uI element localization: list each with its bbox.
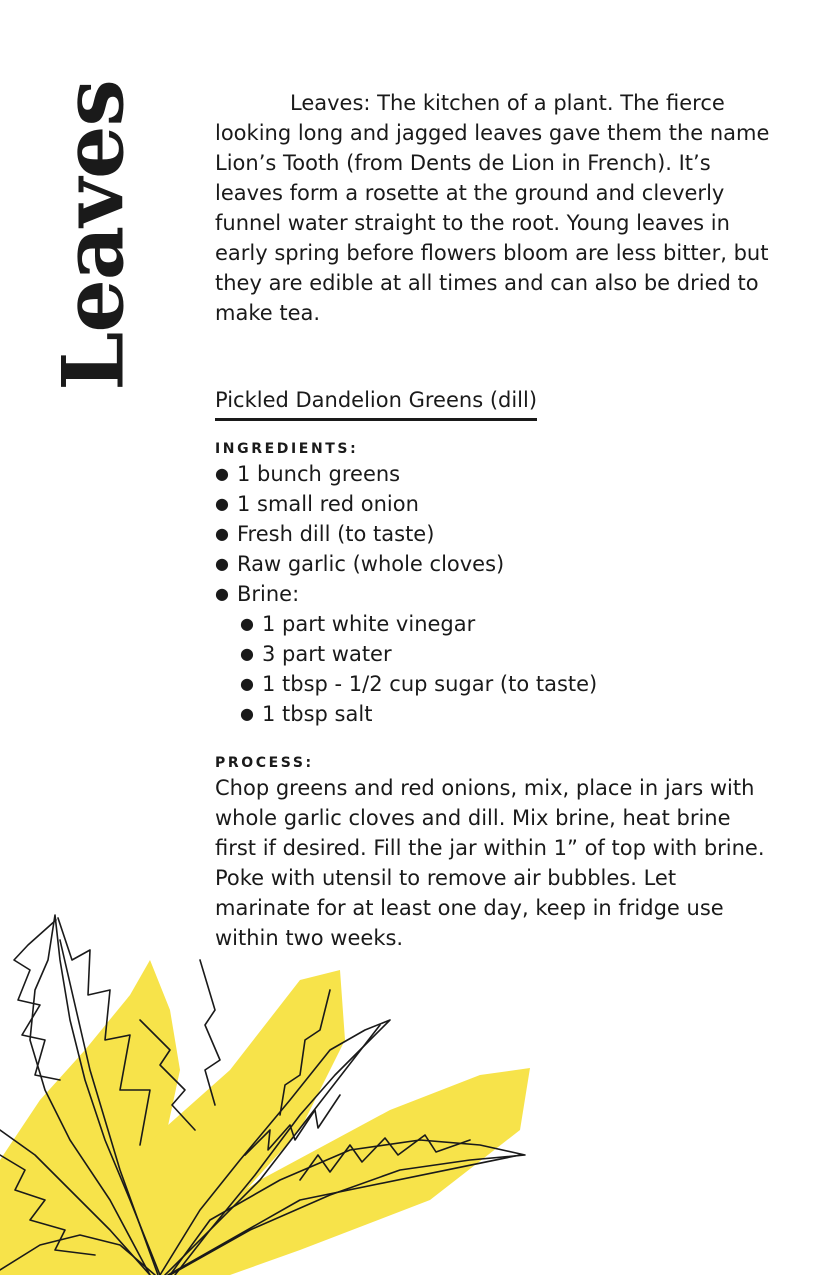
side-title	[34, 79, 152, 391]
ingredients-list	[215, 459, 775, 729]
brine-item: ● 1 part white vinegar	[240, 609, 775, 639]
brine-item: ● 3 part water	[240, 639, 775, 669]
dandelion-leaves-illustration	[0, 900, 560, 1275]
ingredient-item: ● 1 small red onion	[215, 489, 775, 519]
brine-item: ● 1 tbsp salt	[240, 699, 775, 729]
ingredient-item: ● Raw garlic (whole cloves)	[215, 549, 775, 579]
leaf-outline	[14, 920, 60, 1080]
intro-paragraph: Leaves: The kitchen of a plant. The fierce looking long and jagged leaves gave them the name Lion’s Tooth (from Dents de Lion in French). It’s leaves form a rosette at the ground and cleverly funnel water straight to the root. Young leaves in early spring before flowers bloom are less bitter, but they are edible at all times and can also be dried to make tea.	[215, 91, 770, 325]
brine-list	[240, 609, 775, 729]
recipe-title: Pickled Dandelion Greens (dill)	[215, 385, 537, 421]
ingredient-item: ● Fresh dill (to taste)	[215, 519, 775, 549]
process-label: PROCESS:	[215, 755, 314, 771]
ingredient-item-brine	[215, 579, 775, 729]
yellow-paint-strokes	[0, 960, 530, 1275]
brine-item: ● 1 tbsp - 1/2 cup sugar (to taste)	[240, 669, 775, 699]
side-title-text: Leaves	[43, 79, 143, 391]
brine-label: Brine:	[237, 582, 300, 606]
ingredient-item: ● 1 bunch greens	[215, 459, 775, 489]
process-paragraph: Chop greens and red onions, mix, place in jars with whole garlic cloves and dill. Mix brine, heat brine first if desired. Fill the jar within 1” of top with brine. Poke with utensil to remove air bubbles. Let marinate for at least one day, keep in fridge use within two weeks.	[215, 776, 765, 950]
ingredients-label: INGREDIENTS:	[215, 441, 359, 457]
main-content	[215, 88, 775, 953]
